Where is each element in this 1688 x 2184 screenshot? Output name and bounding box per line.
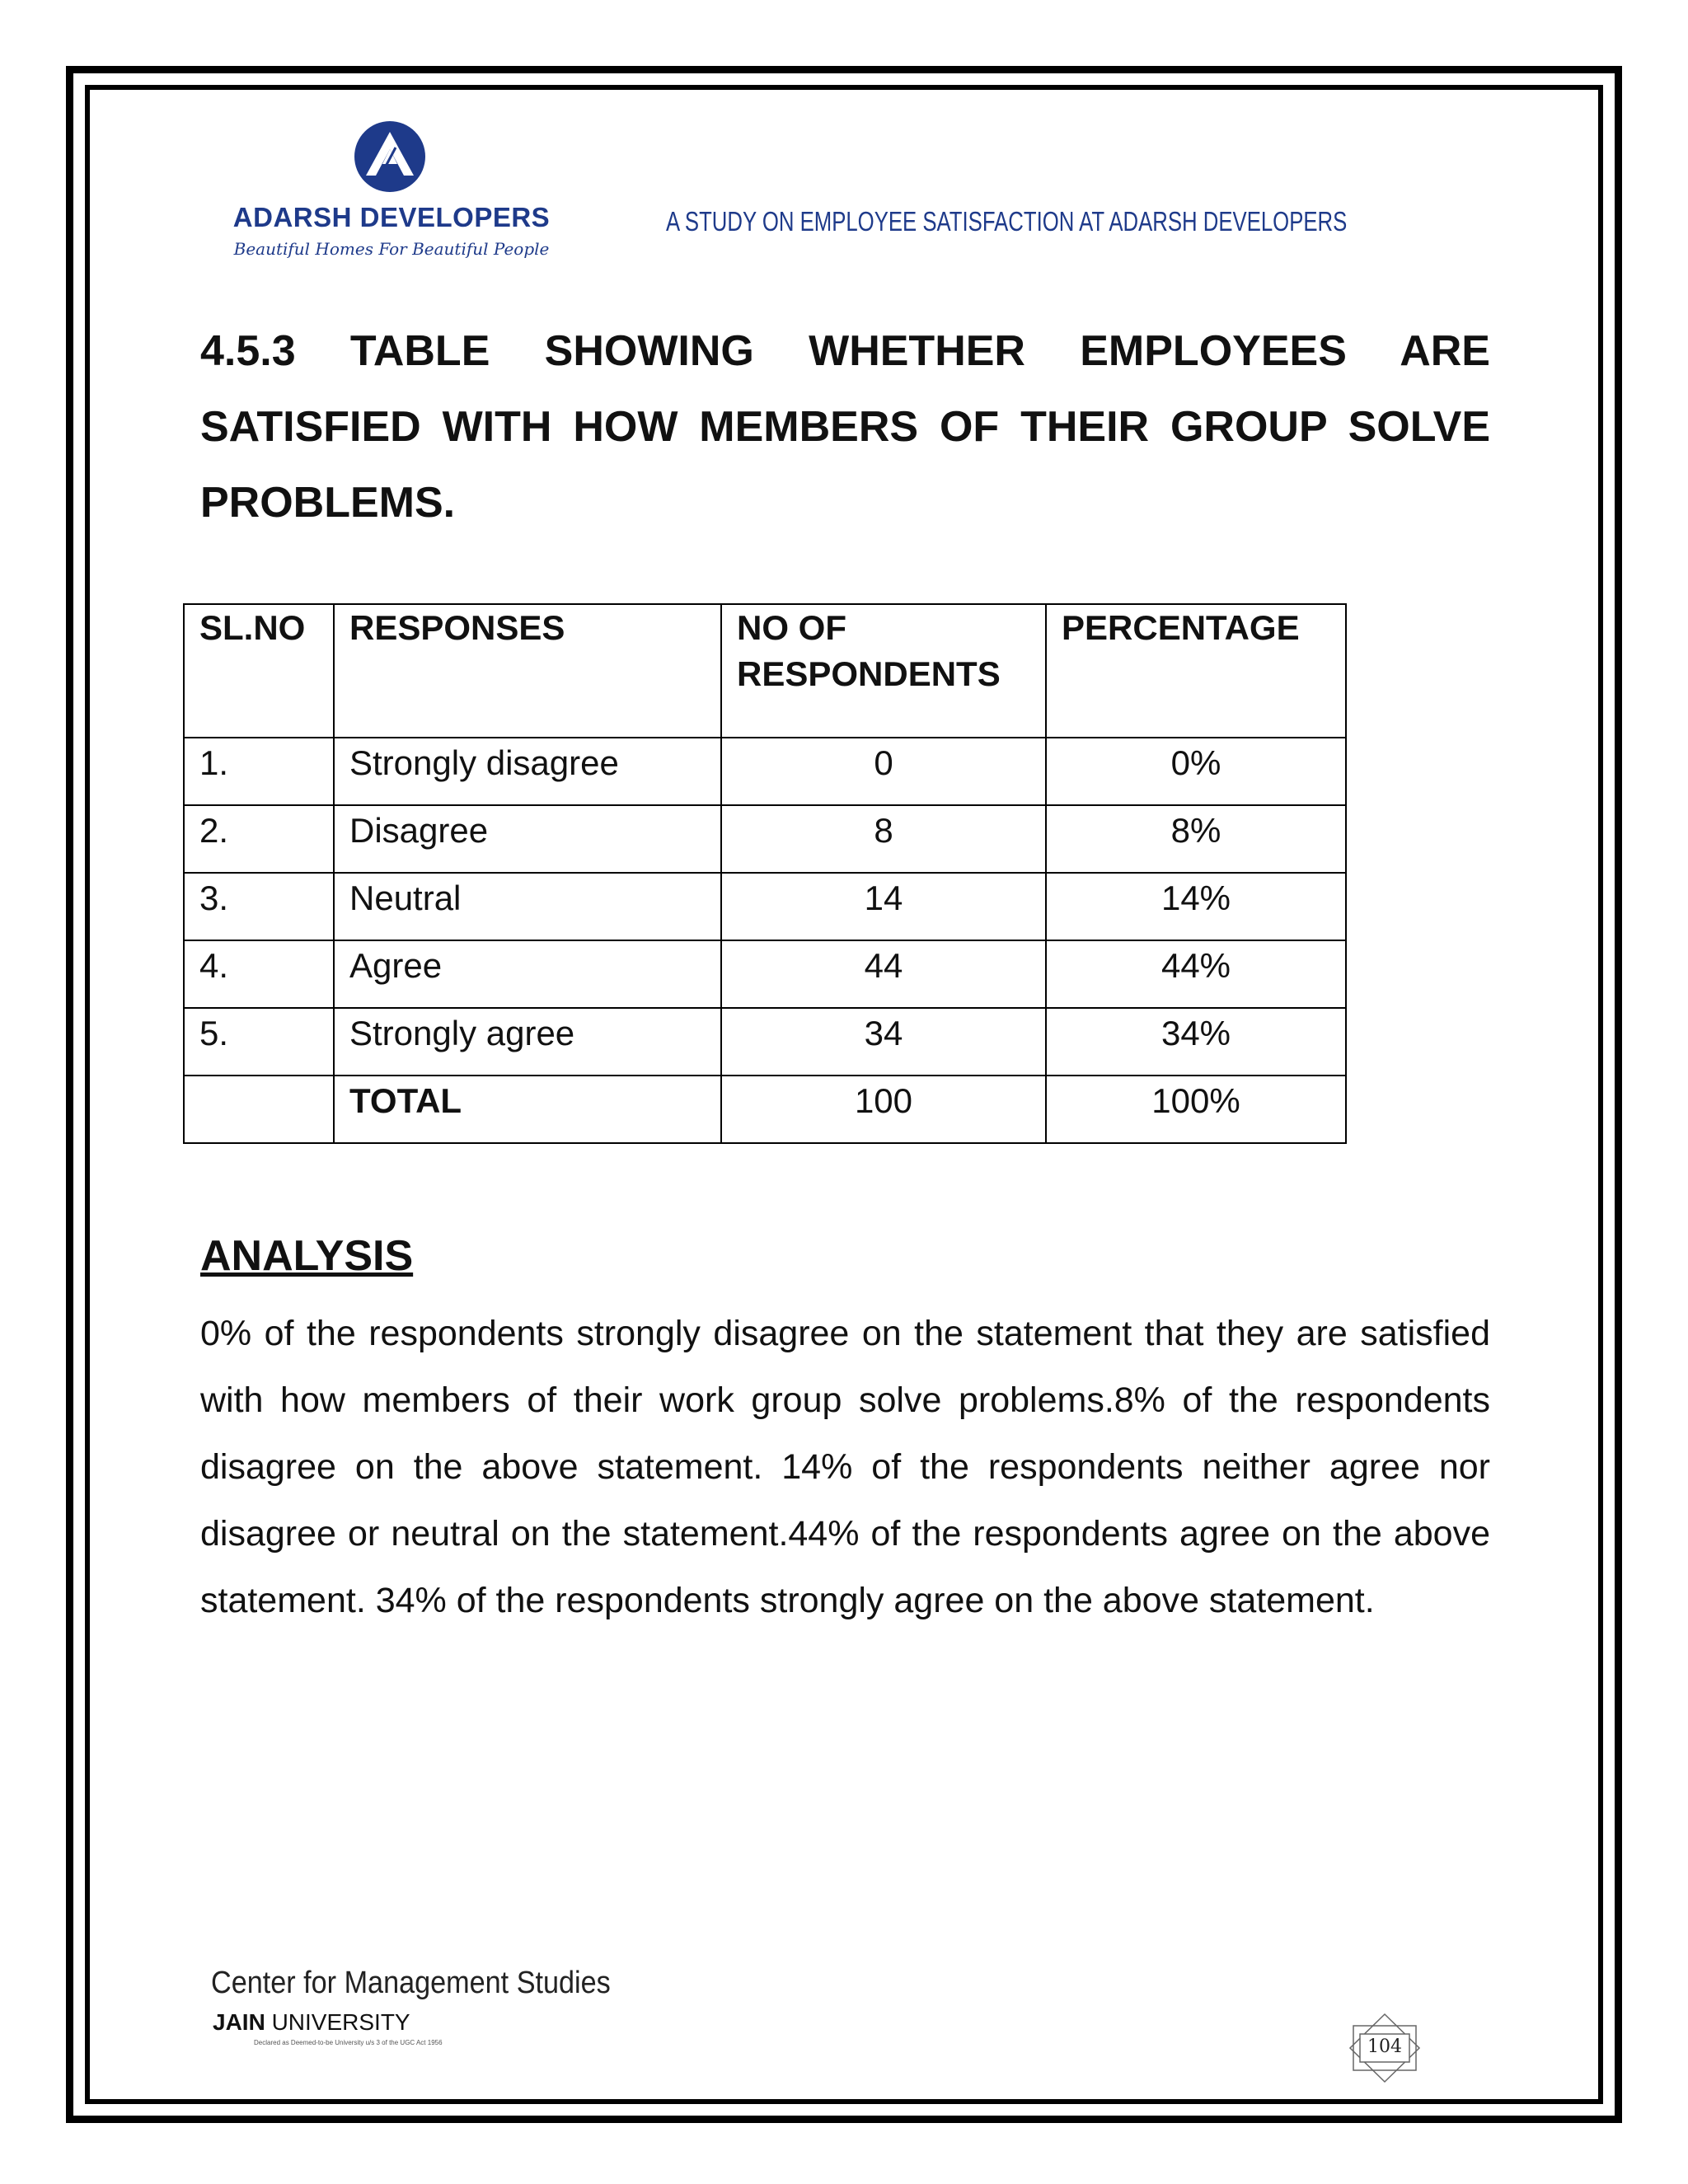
- cell-count: 0: [721, 738, 1046, 805]
- table-row: [184, 873, 1346, 940]
- table-row: [184, 940, 1346, 1008]
- cell-response: Strongly disagree: [334, 738, 721, 805]
- company-tagline: Beautiful Homes For Beautiful People: [233, 239, 550, 259]
- footer-university: [213, 2009, 410, 2036]
- cell-percent: 0%: [1046, 738, 1346, 805]
- responses-table: [183, 603, 1347, 1144]
- footer-fine-print: Declared as Deemed-to-be University u/s 3 of the UGC Act 1956: [254, 2039, 443, 2046]
- header-respondents: [721, 604, 1046, 738]
- header-respondents-line2: RESPONDENTS: [737, 654, 1001, 693]
- header-percentage: PERCENTAGE: [1046, 604, 1346, 738]
- cell-response: Neutral: [334, 873, 721, 940]
- table-header-row: [184, 604, 1346, 738]
- cell-slno: 5.: [184, 1008, 334, 1076]
- total-percent: 100%: [1046, 1076, 1346, 1143]
- cell-percent: 14%: [1046, 873, 1346, 940]
- table-total-row: [184, 1076, 1346, 1143]
- section-heading: 4.5.3 TABLE SHOWING WHETHER EMPLOYEES ARE SATISFIED WITH HOW MEMBERS OF THEIR GROUP SOLVE PROBLEMS.: [200, 327, 1490, 527]
- cell-response: Agree: [334, 940, 721, 1008]
- analysis-heading: ANALYSIS: [200, 1232, 414, 1280]
- cell-count: 34: [721, 1008, 1046, 1076]
- cell-percent: 8%: [1046, 805, 1346, 873]
- cell-slno-empty: [184, 1076, 334, 1143]
- company-name: ADARSH DEVELOPERS: [232, 202, 551, 232]
- total-label: TOTAL: [334, 1076, 721, 1143]
- table-row: [184, 1008, 1346, 1076]
- cell-slno: 3.: [184, 873, 334, 940]
- header-slno: SL.NO: [184, 604, 334, 738]
- page-number-badge: [1343, 2011, 1426, 2085]
- cell-percent: 44%: [1046, 940, 1346, 1008]
- company-logo-icon: [353, 120, 427, 194]
- company-logo: [223, 120, 560, 268]
- cell-percent: 34%: [1046, 1008, 1346, 1076]
- cell-slno: 1.: [184, 738, 334, 805]
- page-number: 104: [1367, 2036, 1402, 2057]
- footer-center-name: Center for Management Studies: [211, 1966, 611, 2000]
- cell-count: 44: [721, 940, 1046, 1008]
- analysis-text: 0% of the respondents strongly disagree on the statement that they are satisfied with how members of their work group solve problems.8% of the respondents disagree on the above statement. 14% of the respondents neither agree nor disagree or neutral on the statement.44% of the respondents agree on the above statement. 34% of the respondents strongly agree on the above statement.: [200, 1314, 1490, 1620]
- study-title: A STUDY ON EMPLOYEE SATISFACTION AT ADARSH DEVELOPERS: [666, 206, 1348, 237]
- header-respondents-line1: NO OF: [737, 608, 846, 647]
- table-row: [184, 738, 1346, 805]
- cell-count: 14: [721, 873, 1046, 940]
- cell-response: Disagree: [334, 805, 721, 873]
- table-row: [184, 805, 1346, 873]
- cell-slno: 4.: [184, 940, 334, 1008]
- total-count: 100: [721, 1076, 1046, 1143]
- footer-university-bold: JAIN: [213, 2009, 265, 2035]
- cell-slno: 2.: [184, 805, 334, 873]
- cell-response: Strongly agree: [334, 1008, 721, 1076]
- header-responses: RESPONSES: [334, 604, 721, 738]
- cell-count: 8: [721, 805, 1046, 873]
- footer-university-rest: UNIVERSITY: [265, 2009, 410, 2035]
